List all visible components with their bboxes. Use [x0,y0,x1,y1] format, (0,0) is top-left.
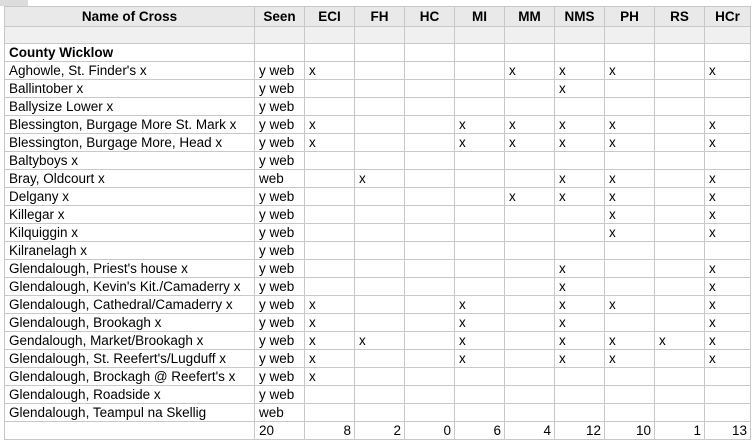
mark-cell[interactable] [305,188,355,206]
mark-cell[interactable]: x [705,188,751,206]
column-header[interactable]: Seen [255,7,305,27]
mark-cell[interactable] [355,350,405,368]
mark-cell[interactable] [455,170,505,188]
table-row [5,62,751,80]
table-row [5,314,751,332]
mark-cell[interactable] [655,278,705,296]
mark-cell[interactable] [305,386,355,404]
mark-cell[interactable] [305,80,355,98]
cell[interactable] [655,44,705,62]
total-cell[interactable]: 8 [305,422,355,440]
mark-cell[interactable] [405,80,455,98]
mark-cell[interactable] [455,224,505,242]
seen-cell[interactable]: web [255,404,305,422]
mark-cell[interactable] [455,368,505,386]
table-row [5,224,751,242]
mark-cell[interactable]: x [705,62,751,80]
mark-cell[interactable]: x [305,314,355,332]
cross-name-cell[interactable]: Ballysize Lower x [5,98,255,116]
mark-cell[interactable] [505,332,555,350]
mark-cell[interactable] [605,404,655,422]
mark-cell[interactable]: x [305,116,355,134]
mark-cell[interactable] [405,332,455,350]
mark-cell[interactable] [655,170,705,188]
mark-cell[interactable] [655,134,705,152]
seen-cell[interactable]: y web [255,224,305,242]
table-row [5,188,751,206]
total-cell[interactable]: 12 [555,422,605,440]
column-header[interactable]: PH [605,7,655,27]
mark-cell[interactable]: x [305,332,355,350]
mark-cell[interactable]: x [605,224,655,242]
mark-cell[interactable] [655,386,705,404]
mark-cell[interactable]: x [705,350,751,368]
mark-cell[interactable]: x [555,170,605,188]
cell[interactable] [605,27,655,44]
mark-cell[interactable]: x [305,296,355,314]
mark-cell[interactable] [555,404,605,422]
table-row [5,206,751,224]
mark-cell[interactable] [355,62,405,80]
seen-cell[interactable]: y web [255,152,305,170]
cross-name-cell[interactable]: Delgany x [5,188,255,206]
mark-cell[interactable] [405,314,455,332]
mark-cell[interactable] [355,152,405,170]
mark-cell[interactable] [405,242,455,260]
mark-cell[interactable] [355,296,405,314]
cell[interactable] [255,44,305,62]
seen-cell[interactable]: y web [255,314,305,332]
mark-cell[interactable] [605,152,655,170]
mark-cell[interactable]: x [555,296,605,314]
mark-cell[interactable]: x [505,116,555,134]
table-row [5,134,751,152]
cell[interactable] [355,44,405,62]
cell[interactable] [405,44,455,62]
cross-name-cell[interactable]: Bray, Oldcourt x [5,170,255,188]
mark-cell[interactable] [355,386,405,404]
mark-cell[interactable] [355,278,405,296]
mark-cell[interactable] [305,152,355,170]
cell[interactable] [5,422,255,440]
column-header[interactable]: HC [405,7,455,27]
seen-cell[interactable]: y web [255,98,305,116]
mark-cell[interactable] [355,404,405,422]
mark-cell[interactable] [705,386,751,404]
table-row [5,260,751,278]
seen-total-cell[interactable]: 20 [255,422,305,440]
table-row [5,116,751,134]
mark-cell[interactable]: x [605,116,655,134]
cross-name-cell[interactable]: Aghowle, St. Finder's x [5,62,255,80]
mark-cell[interactable] [405,134,455,152]
mark-cell[interactable] [405,116,455,134]
mark-cell[interactable]: x [705,332,751,350]
mark-cell[interactable] [705,368,751,386]
seen-cell[interactable]: y web [255,386,305,404]
mark-cell[interactable] [455,242,505,260]
total-cell[interactable]: 10 [605,422,655,440]
mark-cell[interactable]: x [305,350,355,368]
mark-cell[interactable] [405,350,455,368]
mark-cell[interactable] [655,152,705,170]
mark-cell[interactable]: x [455,314,505,332]
section-row [5,44,751,62]
seen-cell[interactable]: y web [255,206,305,224]
cross-name-cell[interactable]: Gendalough, Market/Brookagh x [5,332,255,350]
mark-cell[interactable] [505,80,555,98]
table-row [5,368,751,386]
column-header[interactable]: NMS [555,7,605,27]
table-row [5,296,751,314]
mark-cell[interactable] [355,80,405,98]
mark-cell[interactable]: x [555,62,605,80]
seen-cell[interactable]: y web [255,80,305,98]
mark-cell[interactable] [505,386,555,404]
column-header[interactable]: ECI [305,7,355,27]
mark-cell[interactable]: x [605,170,655,188]
mark-cell[interactable] [655,242,705,260]
mark-cell[interactable] [305,260,355,278]
cell[interactable] [605,44,655,62]
mark-cell[interactable]: x [555,278,605,296]
total-cell[interactable]: 0 [405,422,455,440]
mark-cell[interactable]: x [705,278,751,296]
cell[interactable] [555,27,605,44]
mark-cell[interactable] [655,404,705,422]
mark-cell[interactable] [655,296,705,314]
mark-cell[interactable] [705,242,751,260]
mark-cell[interactable] [705,98,751,116]
mark-cell[interactable]: x [305,134,355,152]
table-row [5,386,751,404]
mark-cell[interactable] [455,260,505,278]
cell[interactable] [505,44,555,62]
mark-cell[interactable] [355,134,405,152]
seen-cell[interactable]: y web [255,350,305,368]
cell[interactable] [405,27,455,44]
mark-cell[interactable]: x [455,134,505,152]
mark-cell[interactable] [405,404,455,422]
mark-cell[interactable]: x [705,314,751,332]
mark-cell[interactable] [655,98,705,116]
cell[interactable] [705,27,751,44]
mark-cell[interactable]: x [355,170,405,188]
mark-cell[interactable]: x [555,116,605,134]
mark-cell[interactable] [655,350,705,368]
mark-cell[interactable]: x [305,368,355,386]
mark-cell[interactable] [405,98,455,116]
mark-cell[interactable]: x [605,188,655,206]
cell[interactable] [455,27,505,44]
mark-cell[interactable]: x [455,350,505,368]
mark-cell[interactable] [405,368,455,386]
mark-cell[interactable] [505,296,555,314]
mark-cell[interactable] [505,170,555,188]
mark-cell[interactable] [405,62,455,80]
mark-cell[interactable]: x [605,296,655,314]
mark-cell[interactable] [705,152,751,170]
total-cell[interactable]: 4 [505,422,555,440]
mark-cell[interactable] [605,386,655,404]
mark-cell[interactable] [555,206,605,224]
cell[interactable] [5,27,255,44]
mark-cell[interactable] [605,314,655,332]
mark-cell[interactable] [505,260,555,278]
seen-cell[interactable]: y web [255,332,305,350]
mark-cell[interactable] [505,314,555,332]
mark-cell[interactable] [305,224,355,242]
mark-cell[interactable]: x [555,314,605,332]
mark-cell[interactable] [455,206,505,224]
mark-cell[interactable] [305,98,355,116]
mark-cell[interactable] [455,188,505,206]
mark-cell[interactable] [655,80,705,98]
mark-cell[interactable] [355,206,405,224]
mark-cell[interactable] [305,242,355,260]
cell[interactable] [305,44,355,62]
mark-cell[interactable] [505,404,555,422]
seen-cell[interactable]: y web [255,188,305,206]
mark-cell[interactable]: x [705,116,751,134]
seen-cell[interactable]: y web [255,296,305,314]
mark-cell[interactable] [505,206,555,224]
mark-cell[interactable] [405,224,455,242]
seen-cell[interactable]: y web [255,260,305,278]
cross-name-cell[interactable]: Kilquiggin x [5,224,255,242]
cell[interactable] [255,27,305,44]
cell[interactable] [305,27,355,44]
mark-cell[interactable] [605,368,655,386]
table-row [5,152,751,170]
cross-name-cell[interactable]: Ballintober x [5,80,255,98]
totals-row [5,422,751,440]
table-row [5,242,751,260]
cell[interactable] [355,27,405,44]
cross-name-cell[interactable]: Glendalough, Cathedral/Camaderry x [5,296,255,314]
mark-cell[interactable] [605,242,655,260]
cell[interactable] [455,44,505,62]
total-cell[interactable]: 6 [455,422,505,440]
mark-cell[interactable]: x [555,260,605,278]
mark-cell[interactable]: x [555,134,605,152]
mark-cell[interactable] [405,188,455,206]
mark-cell[interactable] [605,80,655,98]
mark-cell[interactable]: x [355,332,405,350]
mark-cell[interactable] [405,152,455,170]
mark-cell[interactable] [655,368,705,386]
cell[interactable] [555,44,605,62]
cross-name-cell[interactable]: Kilranelagh x [5,242,255,260]
filter-row [5,27,751,44]
mark-cell[interactable]: x [605,134,655,152]
table-row [5,170,751,188]
mark-cell[interactable] [455,386,505,404]
column-header[interactable]: Name of Cross [5,7,255,27]
cross-name-cell[interactable]: Baltyboys x [5,152,255,170]
column-header[interactable]: RS [655,7,705,27]
mark-cell[interactable]: x [505,134,555,152]
seen-cell[interactable]: y web [255,62,305,80]
mark-cell[interactable] [355,116,405,134]
mark-cell[interactable] [355,368,405,386]
cross-name-cell[interactable]: Glendalough, Brockagh @ Reefert's x [5,368,255,386]
mark-cell[interactable] [455,80,505,98]
total-cell[interactable]: 13 [705,422,751,440]
seen-cell[interactable]: y web [255,278,305,296]
cross-name-cell[interactable]: Blessington, Burgage More St. Mark x [5,116,255,134]
mark-cell[interactable]: x [705,260,751,278]
mark-cell[interactable] [655,260,705,278]
cross-name-cell[interactable]: Glendalough, Teampul na Skellig [5,404,255,422]
mark-cell[interactable]: x [455,296,505,314]
mark-cell[interactable] [455,278,505,296]
cross-name-cell[interactable]: Glendalough, St. Reefert's/Lugduff x [5,350,255,368]
mark-cell[interactable] [405,206,455,224]
mark-cell[interactable] [655,314,705,332]
mark-cell[interactable] [555,386,605,404]
mark-cell[interactable]: x [455,116,505,134]
cross-name-cell[interactable]: Glendalough, Brookagh x [5,314,255,332]
mark-cell[interactable] [505,350,555,368]
seen-cell[interactable]: y web [255,368,305,386]
mark-cell[interactable] [505,278,555,296]
column-header[interactable]: MM [505,7,555,27]
mark-cell[interactable] [505,242,555,260]
total-cell[interactable]: 2 [355,422,405,440]
mark-cell[interactable]: x [555,332,605,350]
mark-cell[interactable] [505,98,555,116]
mark-cell[interactable] [305,404,355,422]
mark-cell[interactable] [355,224,405,242]
mark-cell[interactable]: x [655,332,705,350]
column-header[interactable]: FH [355,7,405,27]
mark-cell[interactable] [655,224,705,242]
table-row [5,350,751,368]
mark-cell[interactable]: x [605,206,655,224]
cell[interactable] [505,27,555,44]
mark-cell[interactable] [455,404,505,422]
mark-cell[interactable]: x [705,296,751,314]
cross-name-cell[interactable]: Blessington, Burgage More, Head x [5,134,255,152]
mark-cell[interactable] [655,206,705,224]
mark-cell[interactable]: x [605,332,655,350]
mark-cell[interactable] [505,224,555,242]
mark-cell[interactable]: x [305,62,355,80]
mark-cell[interactable] [655,116,705,134]
table-row [5,98,751,116]
column-header[interactable]: MI [455,7,505,27]
cross-name-cell[interactable]: Glendalough, Priest's house x [5,260,255,278]
mark-cell[interactable]: x [705,206,751,224]
mark-cell[interactable] [655,62,705,80]
cross-name-cell[interactable]: Killegar x [5,206,255,224]
mark-cell[interactable] [705,404,751,422]
mark-cell[interactable] [555,242,605,260]
mark-cell[interactable] [355,242,405,260]
mark-cell[interactable]: x [705,170,751,188]
mark-cell[interactable] [555,224,605,242]
crosses-table [4,6,751,440]
mark-cell[interactable] [355,260,405,278]
mark-cell[interactable] [455,98,505,116]
cell[interactable] [705,44,751,62]
mark-cell[interactable]: x [555,80,605,98]
mark-cell[interactable]: x [705,224,751,242]
mark-cell[interactable] [305,278,355,296]
mark-cell[interactable] [405,260,455,278]
mark-cell[interactable] [605,278,655,296]
mark-cell[interactable] [405,170,455,188]
mark-cell[interactable] [305,170,355,188]
mark-cell[interactable]: x [605,350,655,368]
table-row [5,332,751,350]
column-header[interactable]: HCr [705,7,751,27]
seen-cell[interactable]: web [255,170,305,188]
mark-cell[interactable] [555,368,605,386]
section-title[interactable]: County Wicklow [5,44,255,62]
mark-cell[interactable] [405,386,455,404]
mark-cell[interactable] [355,188,405,206]
mark-cell[interactable] [355,314,405,332]
seen-cell[interactable]: y web [255,242,305,260]
mark-cell[interactable]: x [455,332,505,350]
mark-cell[interactable] [455,152,505,170]
mark-cell[interactable] [605,98,655,116]
cell[interactable] [655,27,705,44]
table-row [5,278,751,296]
cross-name-cell[interactable]: Glendalough, Kevin's Kit./Camaderry x [5,278,255,296]
mark-cell[interactable] [605,260,655,278]
mark-cell[interactable] [705,80,751,98]
mark-cell[interactable]: x [505,62,555,80]
total-cell[interactable]: 1 [655,422,705,440]
mark-cell[interactable]: x [505,188,555,206]
mark-cell[interactable]: x [555,188,605,206]
table-row [5,404,751,422]
mark-cell[interactable] [655,188,705,206]
mark-cell[interactable] [405,296,455,314]
mark-cell[interactable] [355,98,405,116]
mark-cell[interactable] [405,278,455,296]
mark-cell[interactable] [305,206,355,224]
table-row [5,80,751,98]
seen-cell[interactable]: y web [255,116,305,134]
mark-cell[interactable]: x [705,134,751,152]
seen-cell[interactable]: y web [255,134,305,152]
mark-cell[interactable] [555,152,605,170]
mark-cell[interactable] [505,152,555,170]
mark-cell[interactable]: x [555,350,605,368]
mark-cell[interactable]: x [605,62,655,80]
cross-name-cell[interactable]: Glendalough, Roadside x [5,386,255,404]
mark-cell[interactable] [455,62,505,80]
mark-cell[interactable] [505,368,555,386]
header-row [5,7,751,27]
mark-cell[interactable] [555,98,605,116]
